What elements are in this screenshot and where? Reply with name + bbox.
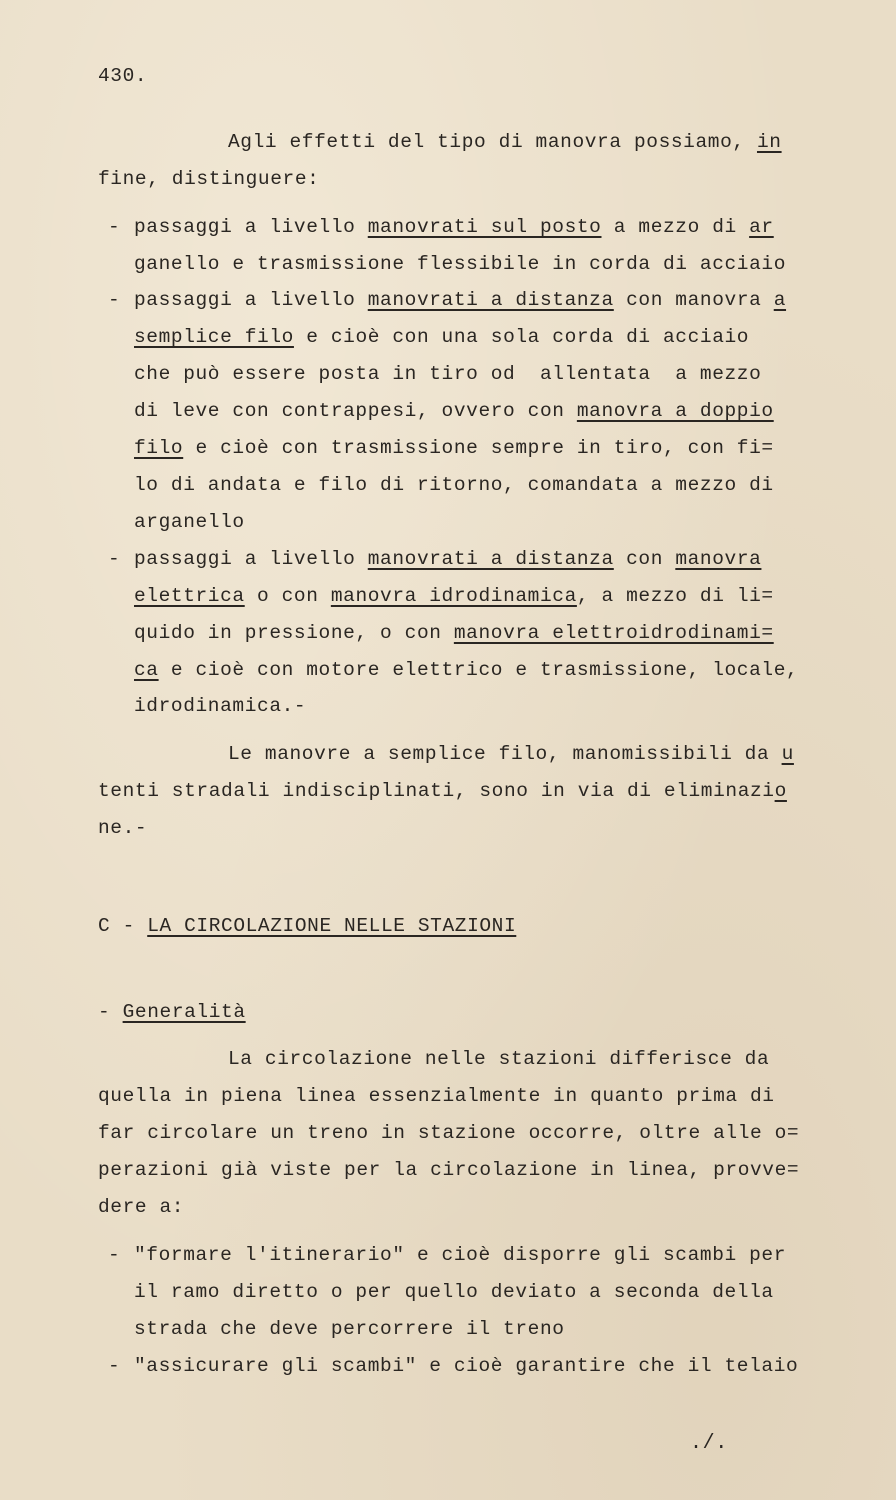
text-run: passaggi a livello <box>134 289 368 311</box>
bullet-2-dash: - <box>108 289 121 311</box>
underlined-text: filo <box>134 437 184 459</box>
bullet-3-line-3 <box>134 621 774 645</box>
underlined-text: semplice filo <box>134 326 294 348</box>
paragraph-3-line-4: perazioni già viste per la circolazione in linea, provve= <box>98 1159 800 1181</box>
bullet-4-line-2: il ramo diretto o per quello deviato a seconda della <box>134 1281 774 1303</box>
underlined-text: a <box>773 289 787 311</box>
underlined-text: in <box>756 131 782 153</box>
text-run: a mezzo di <box>601 216 750 238</box>
underlined-text: manovra a doppio <box>576 400 774 422</box>
text-run: e cioè con motore elettrico e trasmissione, locale, <box>158 659 799 681</box>
text-run: quido in pressione, o con <box>134 622 454 644</box>
bullet-3-line-1 <box>134 547 761 571</box>
bullet-4-dash: - <box>108 1244 121 1266</box>
bullet-5-dash: - <box>108 1355 121 1377</box>
paragraph-1-line-1 <box>228 130 782 154</box>
underlined-text: u <box>781 743 794 765</box>
paragraph-2-line-3: ne.- <box>98 817 148 839</box>
paragraph-3-line-2: quella in piena linea essenzialmente in quanto prima di <box>98 1085 775 1107</box>
text-run: e cioè con trasmissione sempre in tiro, con fi= <box>183 437 774 459</box>
text-run: o con <box>244 585 331 607</box>
text-run: di leve con contrappesi, ovvero con <box>134 400 577 422</box>
bullet-2-line-7: arganello <box>134 511 245 533</box>
subsection-heading <box>98 1000 246 1024</box>
subsection-heading-title: Generalità <box>122 1001 246 1023</box>
bullet-2-line-3: che può essere posta in tiro od allentata a mezzo <box>134 363 762 385</box>
text-run: Agli effetti del tipo di manovra possiamo, <box>228 131 757 153</box>
bullet-4-line-1: "formare l'itinerario" e cioè disporre gli scambi per <box>134 1244 787 1266</box>
underlined-text: ca <box>134 659 159 681</box>
bullet-4-line-3: strada che deve percorrere il treno <box>134 1318 565 1340</box>
underlined-text: manovra idrodinamica <box>330 585 577 607</box>
bullet-2-line-1 <box>134 288 786 312</box>
underlined-text: manovrati sul posto <box>367 216 602 238</box>
bullet-1-line-1 <box>134 215 774 239</box>
text-run: con manovra <box>613 289 774 311</box>
text-run: tenti stradali indisciplinati, sono in via di eliminazi <box>98 780 775 802</box>
bullet-2-line-5 <box>134 436 774 460</box>
underlined-text: manovrati a distanza <box>367 548 614 570</box>
paragraph-2-line-2 <box>98 779 787 803</box>
bullet-3-dash: - <box>108 548 121 570</box>
paragraph-3-line-1: La circolazione nelle stazioni differisce da <box>228 1048 770 1070</box>
underlined-text: ar <box>749 216 774 238</box>
underlined-text: manovra elettroidrodinami= <box>453 622 774 644</box>
paragraph-3-line-3: far circolare un treno in stazione occorre, oltre alle o= <box>98 1122 800 1144</box>
page-number: 430. <box>98 65 148 87</box>
subsection-heading-prefix: - <box>98 1001 123 1023</box>
text-run: passaggi a livello <box>134 548 368 570</box>
bullet-2-line-6: lo di andata e filo di ritorno, comandata a mezzo di <box>134 474 774 496</box>
text-run: , a mezzo di li= <box>576 585 774 607</box>
section-heading-prefix: C - <box>98 915 148 937</box>
bullet-3-line-2 <box>134 584 774 608</box>
bullet-3-line-4 <box>134 658 798 682</box>
bullet-2-line-4 <box>134 399 774 423</box>
paragraph-2-line-1 <box>228 742 794 766</box>
text-run: Le manovre a semplice filo, manomissibili da <box>228 743 782 765</box>
text-run: con <box>613 548 676 570</box>
underlined-text: elettrica <box>134 585 245 607</box>
section-heading-title: LA CIRCOLAZIONE NELLE STAZIONI <box>147 915 517 937</box>
text-run: e cioè con una sola corda di acciaio <box>293 326 750 348</box>
bullet-3-line-5: idrodinamica.- <box>134 695 307 717</box>
bullet-2-line-2 <box>134 325 749 349</box>
paragraph-3-line-5: dere a: <box>98 1196 185 1218</box>
section-heading <box>98 914 516 938</box>
continuation-mark: ./. <box>690 1432 728 1455</box>
underlined-text: o <box>774 780 787 802</box>
underlined-text: manovra <box>675 548 762 570</box>
text-run: passaggi a livello <box>134 216 368 238</box>
bullet-1-line-2: ganello e trasmissione flessibile in corda di acciaio <box>134 253 787 275</box>
bullet-5-line-1: "assicurare gli scambi" e cioè garantire che il telaio <box>134 1355 799 1377</box>
bullet-1-dash: - <box>108 216 121 238</box>
underlined-text: manovrati a distanza <box>367 289 614 311</box>
paragraph-1-line-2: fine, distinguere: <box>98 168 320 190</box>
